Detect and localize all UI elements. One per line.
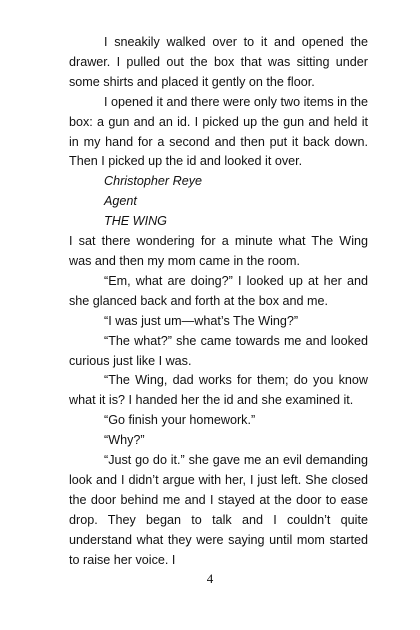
id-card-title: Agent [104, 194, 137, 209]
paragraph: “Go finish your homework.” [104, 413, 256, 428]
id-card-organization: THE WING [104, 214, 167, 229]
body-text [69, 33, 368, 570]
page-number: 4 [206, 571, 214, 586]
paragraph: I opened it and there were only two items in the box: a gun and an id. I picked up the gun and held it in my hand for a second and then put it back down. Then I picked up the id and looked it over. [69, 94, 368, 169]
paragraph: I sat there wondering for a minute what The Wing was and then my mom came in the room. [69, 234, 368, 268]
paragraph: “The Wing, dad works for them; do you know what it is? I handed her the id and she examined it. [69, 373, 368, 408]
paragraph: “Just go do it.” she gave me an evil demanding look and I didn’t argue with her, I just left. She closed the door behind me and I stayed at the door to ease drop. They began to talk and I couldn’t quite understand what they were saying until mom started to raise her voice. I [69, 453, 368, 567]
paragraph: “I was just um—what’s The Wing?” [104, 313, 299, 328]
paragraph: I sneakily walked over to it and opened the drawer. I pulled out the box that was sitting under some shirts and placed it gently on the floor. [69, 35, 368, 89]
paragraph: “Em, what are doing?” I looked up at her and she glanced back and forth at the box and me. [69, 273, 368, 308]
paragraph: “The what?” she came towards me and looked curious just like I was. [69, 333, 368, 368]
paragraph: “Why?” [104, 433, 145, 448]
id-card-name: Christopher Reye [104, 174, 202, 189]
